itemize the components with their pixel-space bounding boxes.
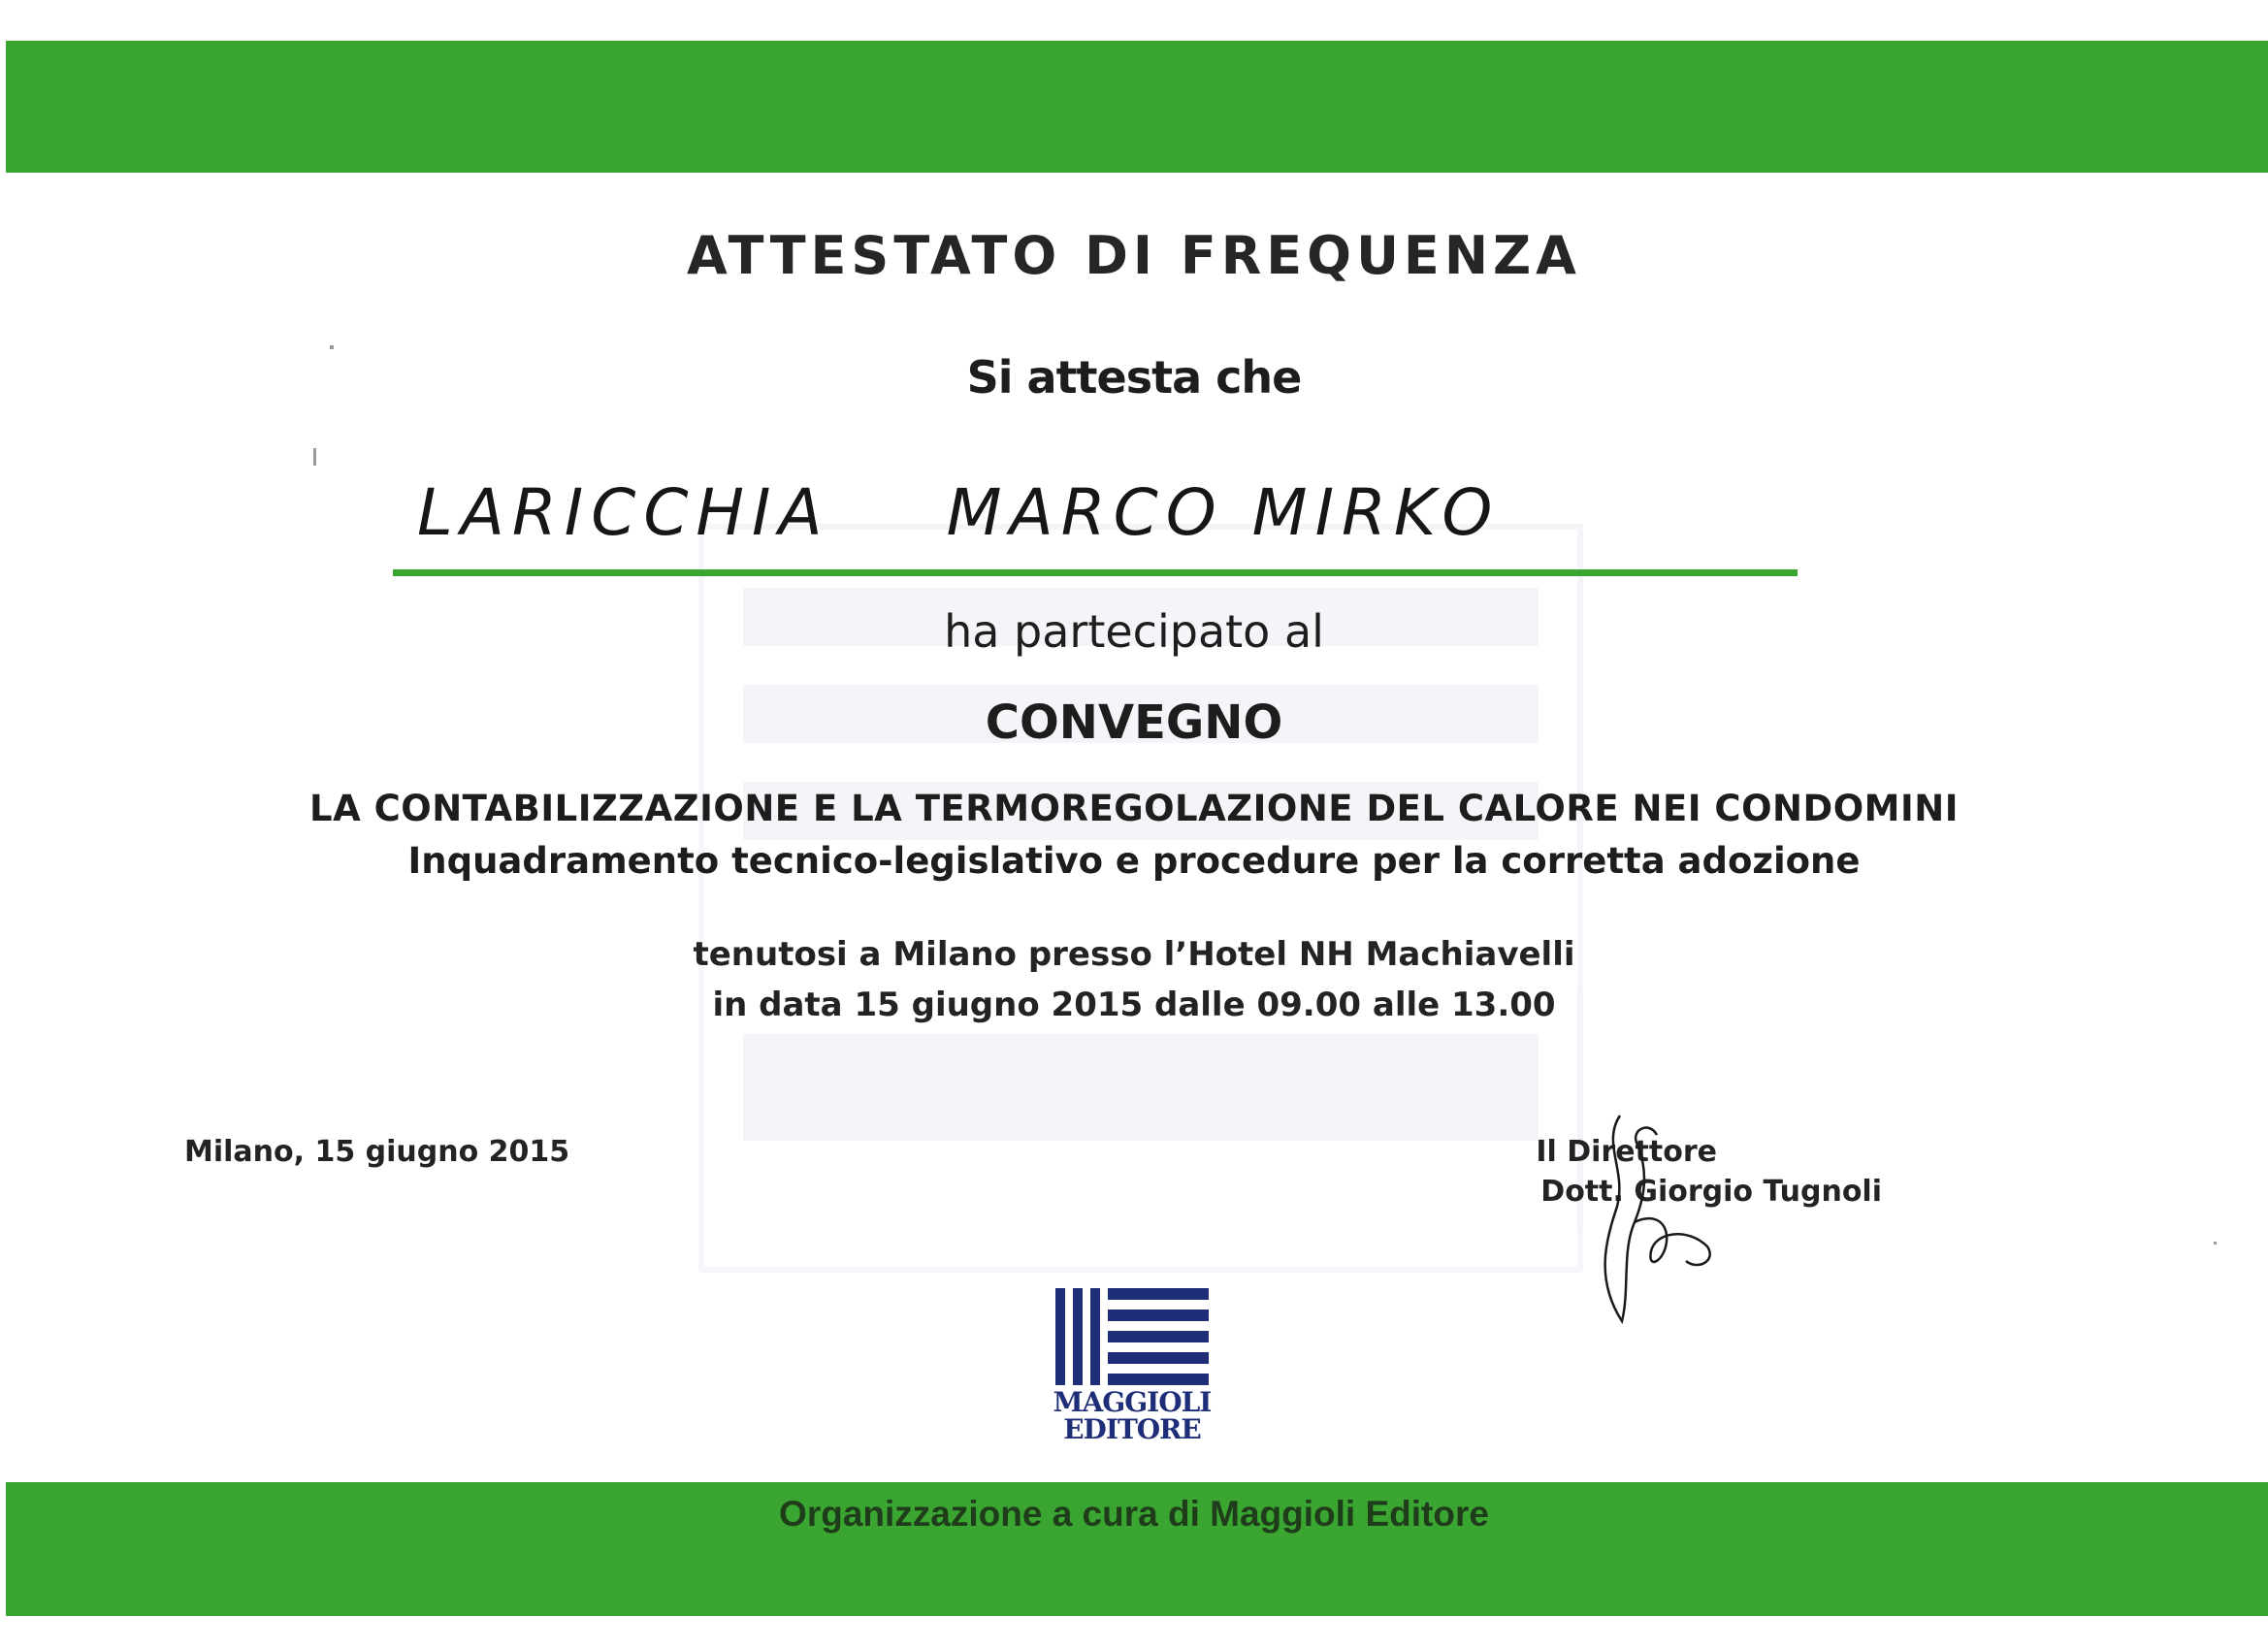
top-green-band [6,41,2268,173]
participation-text: ha partecipato al [944,605,1324,658]
venue-line: tenutosi a Milano presso l’Hotel NH Machiavelli [693,935,1575,974]
scan-speck [2214,1242,2217,1245]
maggioli-logo [1050,1288,1215,1445]
logo-line-2: EDITORE [1063,1413,1201,1445]
participant-given-names: MARCO MIRKO [946,475,1501,550]
signatory-role: Il Direttore [1536,1135,1717,1169]
scan-speck [330,345,334,349]
maggioli-editore-logo-icon [1050,1288,1215,1387]
certificate-title: ATTESTATO DI FREQUENZA [687,225,1581,286]
event-title: LA CONTABILIZZAZIONE E LA TERMOREGOLAZIONE DEL CALORE NEI CONDOMINI [309,788,1959,829]
event-subtitle: Inquadramento tecnico-legislativo e procedure per la corretta adozione [407,840,1861,882]
intro-text: Si attesta che [966,351,1302,404]
place-and-date: Milano, 15 giugno 2015 [184,1135,570,1169]
event-type: CONVEGNO [985,695,1283,750]
signatory-name: Dott. Giorgio Tugnoli [1540,1175,1882,1209]
logo-line-1: MAGGIOLI [1053,1386,1212,1418]
participant-name [417,475,1581,550]
footer-text: Organizzazione a cura di Maggioli Editore [779,1494,1489,1534]
handwritten-signature [1562,1106,1736,1329]
participant-surname: LARICCHIA [417,475,830,550]
scan-speck [313,448,316,466]
date-line: in data 15 giugno 2015 dalle 09.00 alle 13.00 [712,986,1556,1024]
name-underline [393,569,1798,576]
logo-text [1040,1386,1224,1445]
